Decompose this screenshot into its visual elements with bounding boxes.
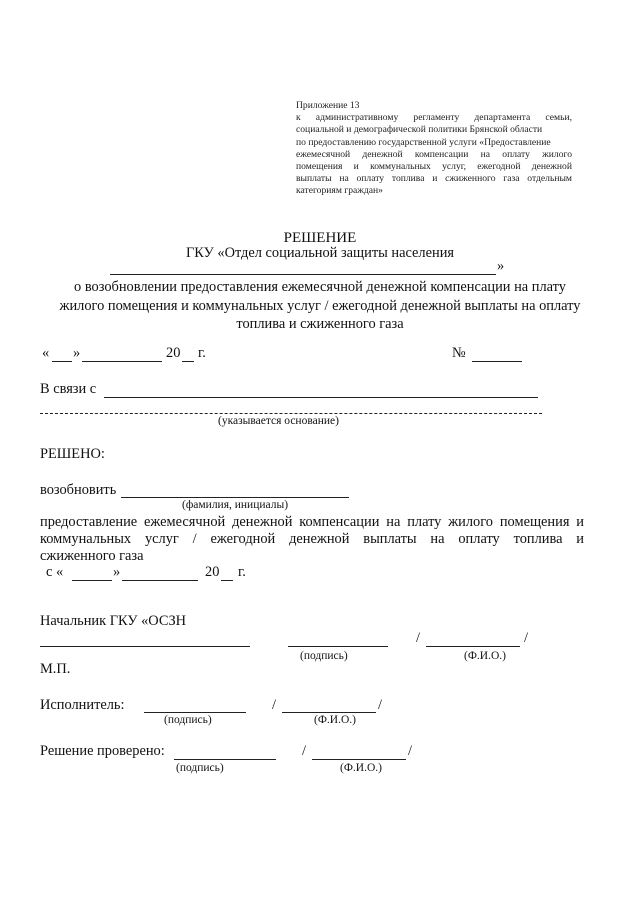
head-signature-hint: (подпись) — [300, 650, 348, 662]
decision-text-line: сжиженного газа — [40, 548, 144, 565]
appendix-line: Приложение 13 — [296, 100, 360, 111]
reason-label: В связи с — [40, 381, 97, 397]
date-close-quote: » — [73, 345, 81, 361]
checked-signature-hint: (подпись) — [176, 762, 224, 774]
appendix-line: помещения и коммунальных услуг, ежегодной денежной — [296, 161, 572, 173]
from-year-suffix: г. — [238, 564, 246, 580]
decision-text-line: предоставление ежемесячной денежной компенсации на плату жилого помещения и — [40, 514, 584, 530]
number-sign: № — [452, 345, 466, 361]
name-blank-line[interactable] — [121, 497, 349, 498]
stamp-mark: М.П. — [40, 661, 71, 677]
date-year-prefix: 20 — [166, 345, 181, 361]
appendix-line: категориям граждан» — [296, 185, 383, 197]
checked-slash-right: / — [408, 743, 412, 759]
org-close-quote: » — [497, 258, 505, 274]
from-day-blank[interactable] — [72, 580, 112, 581]
document-title: РЕШЕНИЕ — [283, 230, 357, 246]
executor-signature-blank[interactable] — [144, 712, 246, 713]
date-open-quote: « — [42, 345, 50, 361]
executor-slash-left: / — [272, 697, 276, 713]
date-year-suffix: г. — [198, 345, 206, 361]
head-label: Начальник ГКУ «ОСЗН — [40, 613, 187, 629]
subject-line: жилого помещения и коммунальных услуг / ежегодной денежной выплаты на оплату — [59, 297, 581, 314]
head-title-blank[interactable] — [40, 646, 250, 647]
from-prefix: с « — [46, 564, 64, 580]
head-slash-right: / — [524, 630, 528, 646]
number-blank[interactable] — [472, 361, 522, 362]
executor-label: Исполнитель: — [40, 697, 125, 713]
from-year-prefix: 20 — [205, 564, 220, 580]
decision-text-line: коммунальных услуг / ежегодной денежной выплаты на оплату топлива и — [40, 531, 584, 548]
appendix-line: социальной и демографической политики Брянской области — [296, 124, 543, 136]
subject-line: о возобновлении предоставления ежемесячной денежной компенсации на плату — [74, 279, 566, 295]
checked-signature-blank[interactable] — [174, 759, 276, 760]
date-year-blank[interactable] — [182, 361, 194, 362]
checked-fio-hint: (Ф.И.О.) — [340, 762, 382, 774]
org-line — [40, 244, 600, 263]
from-year-blank[interactable] — [221, 580, 233, 581]
decision-text — [40, 514, 584, 566]
checked-slash-left: / — [302, 743, 306, 759]
appendix-line: ежемесячной денежной компенсации на оплату жилого — [296, 148, 572, 160]
subject-line: топлива и сжиженного газа — [236, 316, 404, 332]
name-hint: (фамилия, инициалы) — [182, 499, 289, 511]
subject-block — [40, 278, 600, 334]
head-fio-blank[interactable] — [426, 646, 520, 647]
head-fio-hint: (Ф.И.О.) — [464, 650, 506, 662]
reason-blank-line[interactable] — [104, 397, 538, 398]
appendix-note — [296, 100, 572, 198]
resume-label: возобновить — [40, 482, 117, 498]
head-slash-left: / — [416, 630, 420, 646]
appendix-line: по предоставлению государственной услуги «Предоставление — [296, 136, 551, 148]
from-close-quote: » — [113, 564, 121, 580]
appendix-line: к административному регламенту департамента семьи, — [296, 112, 572, 124]
date-day-blank[interactable] — [52, 361, 72, 362]
head-signature-blank[interactable] — [288, 646, 388, 647]
checked-label: Решение проверено: — [40, 743, 165, 759]
executor-fio-blank[interactable] — [282, 712, 376, 713]
org-blank-line[interactable] — [110, 274, 496, 275]
reason-hint: (указывается основание) — [218, 415, 339, 427]
appendix-line: выплаты на оплату топлива и сжиженного газа отдельным — [296, 173, 572, 185]
executor-fio-hint: (Ф.И.О.) — [314, 714, 356, 726]
date-month-blank[interactable] — [82, 361, 162, 362]
decision-heading: РЕШЕНО: — [40, 446, 105, 462]
checked-fio-blank[interactable] — [312, 759, 406, 760]
org-name: ГКУ «Отдел социальной защиты населения — [185, 245, 455, 261]
reason-blank-line-2[interactable] — [40, 413, 542, 414]
from-month-blank[interactable] — [122, 580, 198, 581]
executor-slash-right: / — [378, 697, 382, 713]
executor-signature-hint: (подпись) — [164, 714, 212, 726]
